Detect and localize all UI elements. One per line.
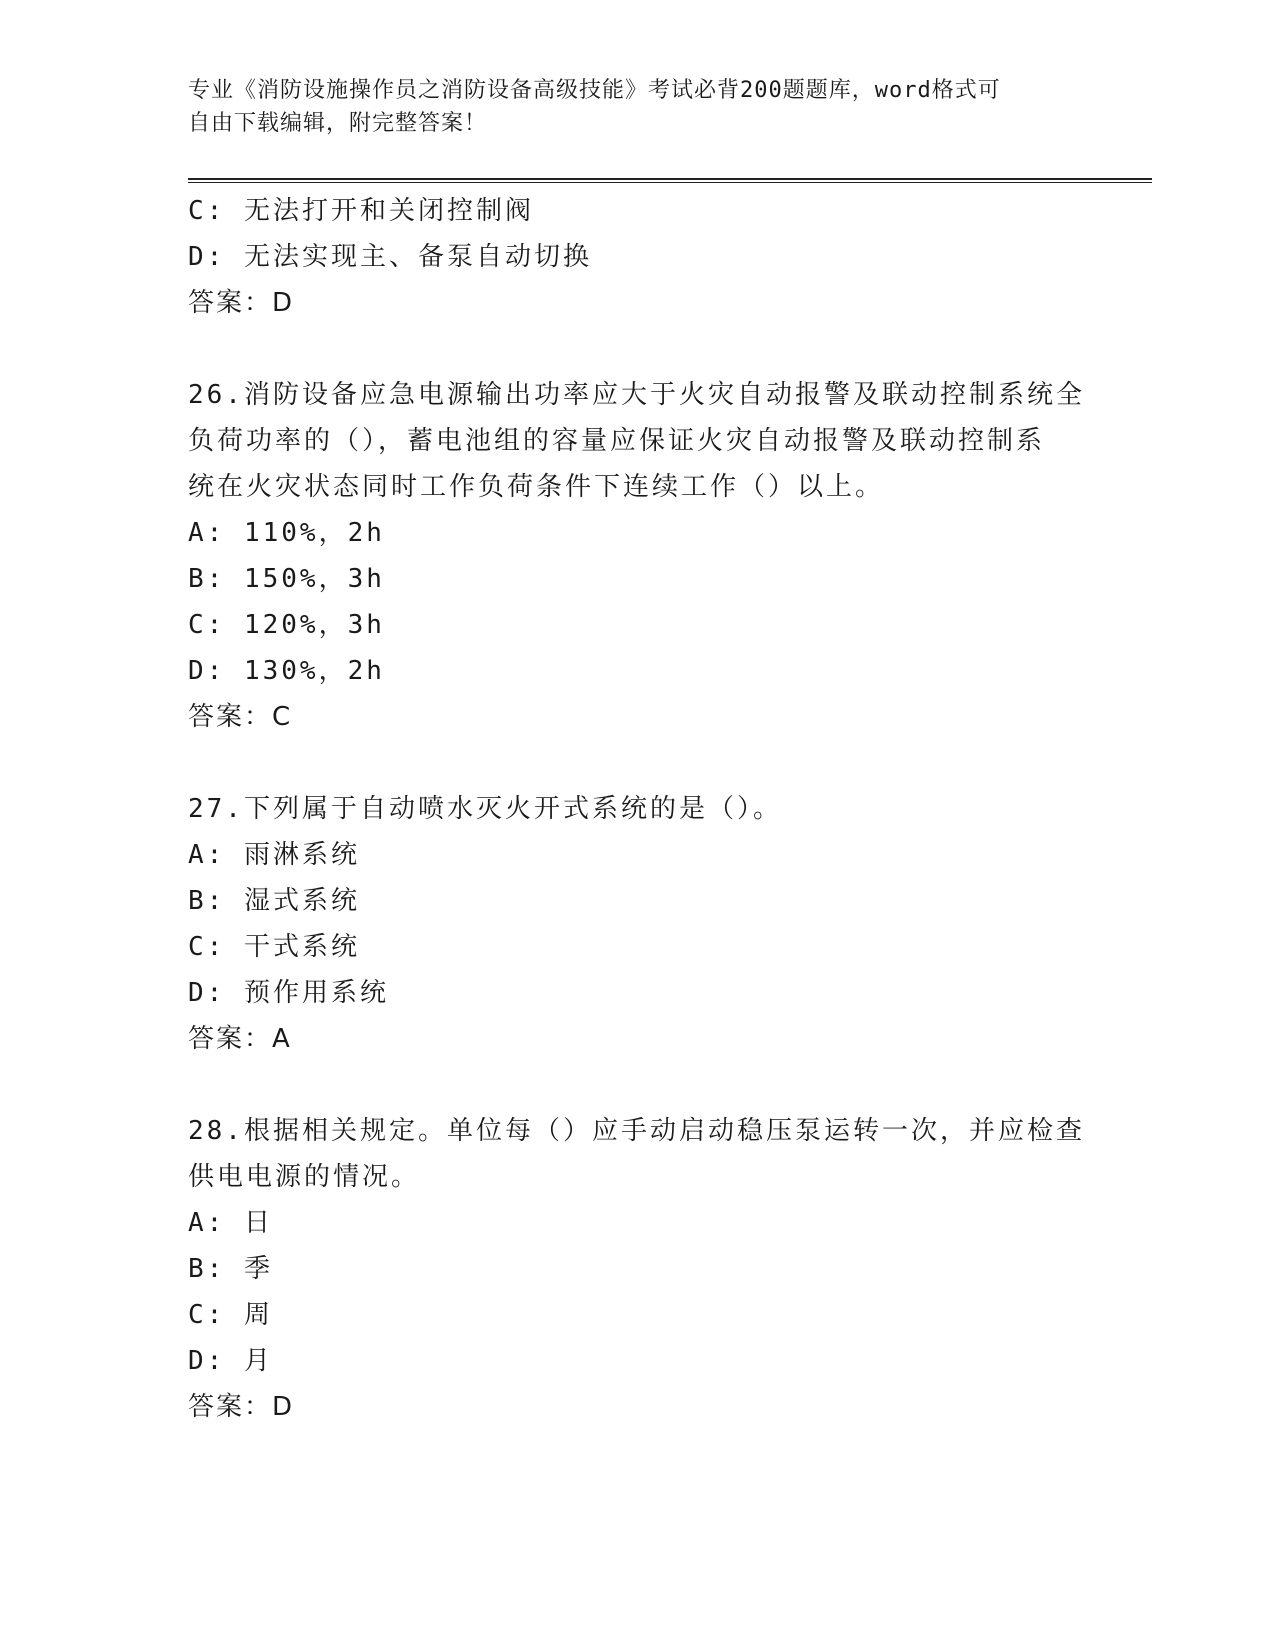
- header-line-1: 专业《消防设施操作员之消防设备高级技能》考试必背200题题库，word格式可: [188, 78, 1001, 103]
- option-b: B: 150%，3h: [188, 564, 385, 594]
- question-27: [188, 786, 1088, 1062]
- answer-line: 答案：D: [188, 1392, 295, 1422]
- option-a: A: 日: [188, 1208, 273, 1238]
- question-25-tail: [188, 188, 1088, 326]
- question-stem-line: 负荷功率的（），蓄电池组的容量应保证火灾自动报警及联动控制系: [188, 426, 1046, 456]
- document-header: [188, 74, 1088, 140]
- question-26: [188, 372, 1088, 740]
- spacer: [188, 326, 1088, 372]
- question-stem-line: 供电电源的情况。: [188, 1162, 421, 1192]
- option-c: C: 干式系统: [188, 932, 360, 962]
- option-d: D: 无法实现主、备泵自动切换: [188, 242, 592, 272]
- option-b: B: 湿式系统: [188, 886, 360, 916]
- question-list: [188, 188, 1088, 1430]
- header-line-2: 自由下载编辑，附完整答案！: [188, 111, 488, 136]
- option-c: C: 周: [188, 1300, 273, 1330]
- answer-line: 答案：C: [188, 702, 293, 732]
- option-d: D: 月: [188, 1346, 273, 1376]
- option-c: C: 无法打开和关闭控制阀: [188, 196, 534, 226]
- option-a: A: 雨淋系统: [188, 840, 360, 870]
- answer-line: 答案：D: [188, 288, 295, 318]
- header-divider: [188, 178, 1152, 183]
- spacer: [188, 740, 1088, 786]
- spacer: [188, 1062, 1088, 1108]
- question-28: [188, 1108, 1088, 1430]
- question-stem-line: 27.下列属于自动喷水灭火开式系统的是（）。: [188, 794, 782, 824]
- option-d: D: 预作用系统: [188, 978, 389, 1008]
- question-stem-line: 26.消防设备应急电源输出功率应大于火灾自动报警及联动控制系统全: [188, 380, 1085, 410]
- option-a: A: 110%，2h: [188, 518, 385, 548]
- option-b: B: 季: [188, 1254, 273, 1284]
- question-stem-line: 统在火灾状态同时工作负荷条件下连续工作（）以上。: [188, 472, 885, 502]
- question-stem-line: 28.根据相关规定。单位每（）应手动启动稳压泵运转一次，并应检查: [188, 1116, 1085, 1146]
- option-c: C: 120%，3h: [188, 610, 385, 640]
- option-d: D: 130%，2h: [188, 656, 385, 686]
- answer-line: 答案：A: [188, 1024, 292, 1054]
